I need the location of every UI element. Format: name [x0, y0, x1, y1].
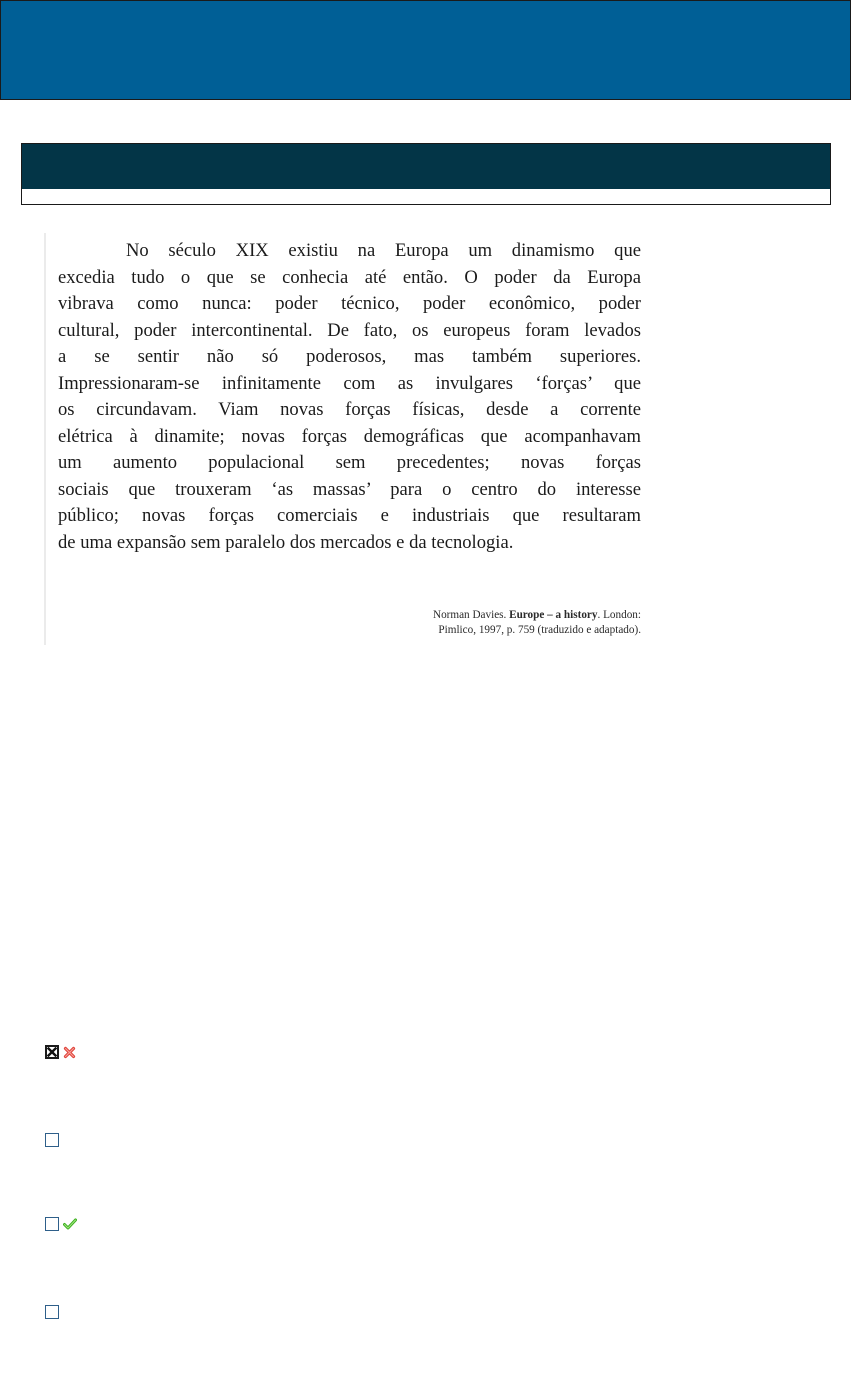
passage-line: cultural, poder intercontinental. De fato, os europeus foram levados	[58, 319, 641, 341]
citation-publisher-1: . London:	[597, 609, 641, 621]
incorrect-icon	[63, 1046, 76, 1059]
passage-image	[44, 233, 649, 645]
answer-option-3[interactable]	[45, 1214, 245, 1234]
answer-option-1[interactable]	[45, 1042, 245, 1062]
passage-line: No século XIX existiu na Europa um dinamismo que	[126, 240, 641, 261]
passage-line: excedia tudo o que se conhecia até então. O poder da Europa	[58, 266, 641, 288]
passage-line: um aumento populacional sem precedentes; novas forças	[58, 452, 641, 473]
question-header-bar	[22, 144, 830, 189]
citation-publisher-2: Pimlico, 1997, p. 759 (traduzido e adaptado).	[438, 624, 641, 636]
question-header	[21, 143, 831, 205]
answer-checkbox[interactable]	[45, 1305, 59, 1319]
passage-line: público; novas forças comerciais e industriais que resultaram	[58, 505, 641, 526]
citation-author: Norman Davies.	[432, 609, 507, 621]
check-x-icon	[47, 1047, 57, 1057]
passage-text	[46, 233, 649, 556]
passage-line: elétrica à dinamite; novas forças demográficas que acompanhavam	[58, 425, 641, 447]
answer-option-2[interactable]	[45, 1130, 245, 1150]
correct-icon	[63, 1218, 77, 1230]
citation	[433, 608, 641, 638]
top-banner	[0, 0, 851, 100]
answer-checkbox[interactable]	[45, 1133, 59, 1147]
passage-line: Impressionaram-se infinitamente com as invulgares ‘forças’ que	[58, 372, 641, 394]
answer-checkbox[interactable]	[45, 1217, 59, 1231]
answer-option-4[interactable]	[45, 1302, 245, 1322]
passage-line: de uma expansão sem paralelo dos mercados e da tecnologia.	[58, 531, 514, 553]
answer-checkbox[interactable]	[45, 1045, 59, 1059]
passage-line: os circundavam. Viam novas forças físicas, desde a corrente	[58, 399, 641, 420]
passage-line: vibrava como nunca: poder técnico, poder econômico, poder	[58, 293, 641, 314]
passage-line: sociais que trouxeram ‘as massas’ para o centro do interesse	[58, 478, 641, 500]
citation-title: Europe – a history	[509, 609, 598, 621]
passage-line: a se sentir não só poderosos, mas também superiores.	[58, 346, 641, 367]
